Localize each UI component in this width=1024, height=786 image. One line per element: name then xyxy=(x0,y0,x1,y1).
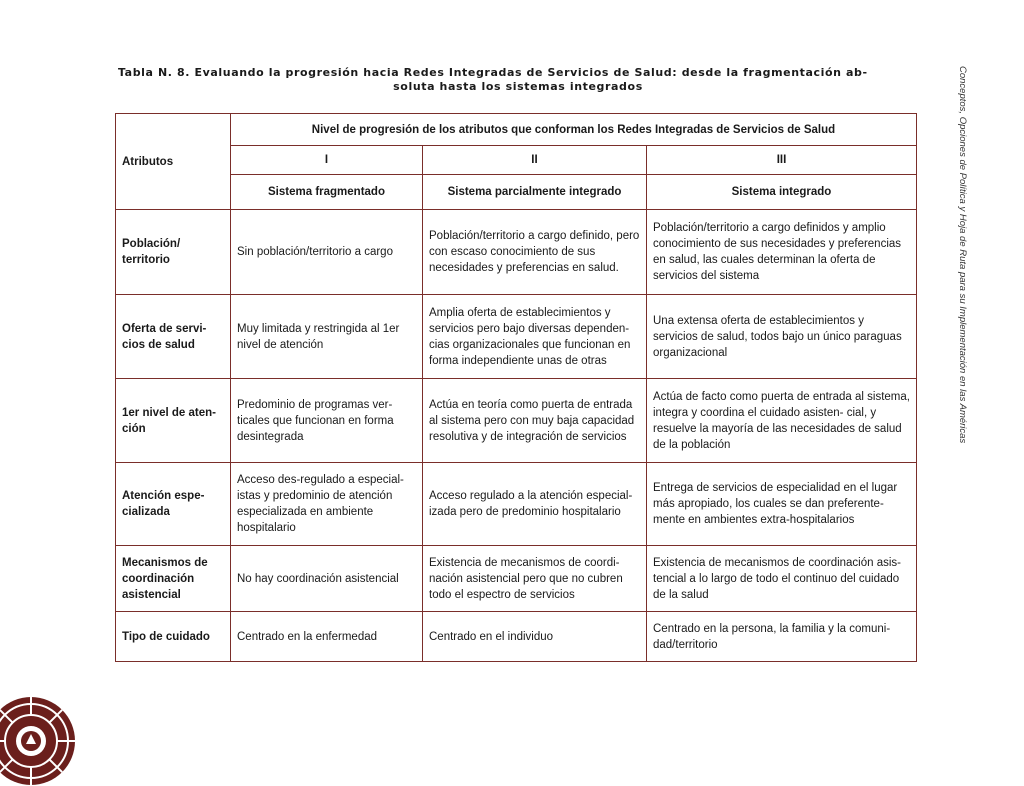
row-attribute: Tipo de cuidado xyxy=(116,612,231,662)
caption-line-2: soluta hasta los sistemas integrados xyxy=(393,80,643,93)
table-cell: Una extensa oferta de establecimientos y servicios de salud, todos bajo un único paraguas organizacional xyxy=(647,295,917,379)
attributes-header: Atributos xyxy=(116,114,231,210)
table-cell: Entrega de servicios de especialidad en el lugar más apropiado, los cuales se dan preferente- mente en ambientes extra-hospitalarios xyxy=(647,463,917,546)
header-row-levels xyxy=(116,146,917,175)
level-ii-header: II xyxy=(423,146,647,175)
table-row xyxy=(116,295,917,379)
side-running-title-text: Conceptos, Opciones de Política y Hoja de Ruta para su Implementación en las Américas xyxy=(957,66,968,444)
table-row xyxy=(116,546,917,612)
table-cell: Centrado en la enfermedad xyxy=(231,612,423,662)
progression-table xyxy=(115,113,917,662)
table-cell: Actúa de facto como puerta de entrada al sistema, integra y coordina el cuidado asisten- cial, y resuelve la mayoría de las necesidades de salud de la población xyxy=(647,379,917,463)
table-cell: Acceso regulado a la atención especial- izada pero de predominio hospitalario xyxy=(423,463,647,546)
table-row xyxy=(116,379,917,463)
level-iii-header: III xyxy=(647,146,917,175)
table-cell: Población/territorio a cargo definidos y amplio conocimiento de sus necesidades y preferencias en salud, las cuales determinan la oferta de servicios del sistema xyxy=(647,210,917,295)
table-row xyxy=(116,210,917,295)
header-row-names xyxy=(116,175,917,210)
level-ii-name: Sistema parcialmente integrado xyxy=(423,175,647,210)
level-i-header: I xyxy=(231,146,423,175)
table-caption xyxy=(118,66,918,94)
table-cell: Existencia de mecanismos de coordi- nación asistencial pero que no cubren todo el espectro de servicios xyxy=(423,546,647,612)
caption-line-1: Tabla N. 8. Evaluando la progresión hacia Redes Integradas de Servicios de Salud: desde la fragmentación ab- xyxy=(118,66,868,79)
row-attribute: Atención espe- cializada xyxy=(116,463,231,546)
table-cell: Amplia oferta de establecimientos y servicios pero bajo diversas dependen- cias organizacionales que funcionan en forma independiente unas de otras xyxy=(423,295,647,379)
row-attribute: Población/ territorio xyxy=(116,210,231,295)
level-iii-name: Sistema integrado xyxy=(647,175,917,210)
table-cell: Muy limitada y restringida al 1er nivel de atención xyxy=(231,295,423,379)
table-cell: Población/territorio a cargo definido, pero con escaso conocimiento de sus necesidades y preferencias en salud. xyxy=(423,210,647,295)
level-i-name: Sistema fragmentado xyxy=(231,175,423,210)
table-row xyxy=(116,612,917,662)
table-cell: Actúa en teoría como puerta de entrada al sistema pero con muy baja capacidad resolutiva y de integración de servicios xyxy=(423,379,647,463)
table-cell: Existencia de mecanismos de coordinación asis- tencial a lo largo de todo el continuo del cuidado de la salud xyxy=(647,546,917,612)
table-cell: No hay coordinación asistencial xyxy=(231,546,423,612)
table-cell: Sin población/territorio a cargo xyxy=(231,210,423,295)
row-attribute: 1er nivel de aten- ción xyxy=(116,379,231,463)
table-cell: Centrado en el individuo xyxy=(423,612,647,662)
side-running-title xyxy=(956,66,968,444)
seal-logo-icon xyxy=(0,696,76,786)
table-cell: Predominio de programas ver- ticales que funcionan en forma desintegrada xyxy=(231,379,423,463)
header-row-group xyxy=(116,114,917,146)
progression-level-header: Nivel de progresión de los atributos que conforman los Redes Integradas de Servicios de Salud xyxy=(231,114,917,146)
table-cell: Acceso des-regulado a especial- istas y predominio de atención especializada en ambiente hospitalario xyxy=(231,463,423,546)
row-attribute: Oferta de servi- cios de salud xyxy=(116,295,231,379)
table-row xyxy=(116,463,917,546)
row-attribute: Mecanismos de coordinación asistencial xyxy=(116,546,231,612)
table-cell: Centrado en la persona, la familia y la comuni- dad/territorio xyxy=(647,612,917,662)
